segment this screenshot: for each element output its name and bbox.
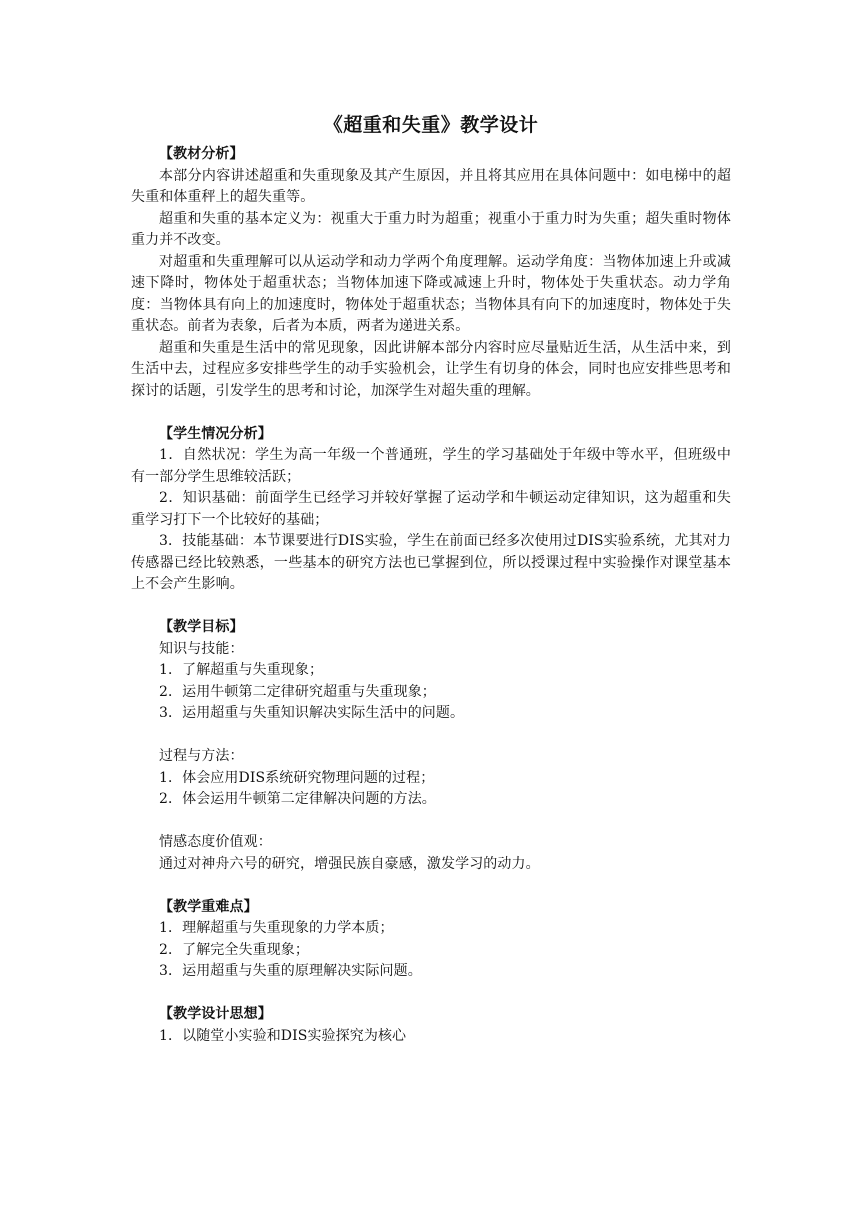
spacer — [131, 402, 731, 424]
goals-process-label: 过程与方法： — [159, 748, 244, 764]
students-paragraph: 2．知识基础：前面学生已经学习并较好掌握了运动学和牛顿运动定律知识，这为超重和失重学习打下一个比较好的基础； — [131, 490, 731, 528]
material-paragraph: 对超重和失重理解可以从运动学和动力学两个角度理解。运动学角度：当物体加速上升或减速下降时，物体处于超重状态；当物体加速下降或减速上升时，物体处于失重状态。动力学角度：当物体具有向上的加速度时，物体处于超重状态；当物体具有向下的加速度时，物体处于失重状态。前者为表象，后者为本质，两者为递进关系。 — [131, 253, 731, 334]
goals-knowledge-item: 1．了解超重与失重现象； — [159, 662, 324, 678]
key-point-item: 1．理解超重与失重现象的力学本质； — [159, 920, 394, 936]
key-point-item: 2．了解完全失重现象； — [159, 941, 310, 958]
goals-process-item: 1．体会应用DIS系统研究物理问题的过程； — [159, 769, 435, 786]
section-heading-goals: 【教学目标】 — [159, 619, 244, 635]
goals-emotion-label: 情感态度价值观： — [159, 834, 272, 850]
spacer — [131, 725, 731, 747]
students-paragraph: 1．自然状况：学生为高一年级一个普通班，学生的学习基础处于年级中等水平，但班级中有一部分学生思维较活跃； — [131, 447, 731, 485]
goals-knowledge-label: 知识与技能： — [159, 640, 244, 657]
spacer — [131, 596, 731, 618]
section-heading-design: 【教学设计思想】 — [159, 1006, 272, 1022]
document-title: 《超重和失重》教学设计 — [323, 114, 539, 136]
material-paragraph: 本部分内容讲述超重和失重现象及其产生原因，并且将其应用在具体问题中：如电梯中的超失重和体重秤上的超失重等。 — [131, 167, 731, 205]
section-heading-students: 【学生情况分析】 — [159, 425, 272, 442]
key-point-item: 3．运用超重与失重的原理解决实际问题。 — [159, 963, 422, 979]
section-heading-key-points: 【教学重难点】 — [159, 898, 258, 915]
material-paragraph: 超重和失重是生活中的常见现象，因此讲解本部分内容时应尽量贴近生活，从生活中来，到生活中去，过程应多安排些学生的动手实验机会，让学生有切身的体会，同时也应安排些思考和探讨的话题，引发学生的思考和讨论，加深学生对超失重的理解。 — [131, 339, 731, 399]
spacer — [131, 983, 731, 1005]
material-paragraph: 超重和失重的基本定义为：视重大于重力时为超重；视重小于重力时为失重；超失重时物体重力并不改变。 — [131, 210, 731, 248]
spacer — [131, 811, 731, 833]
document-body — [131, 112, 731, 1047]
students-paragraph: 3．技能基础：本节课要进行DIS实验，学生在前面已经多次使用过DIS实验系统，尤其对力传感器已经比较熟悉，一些基本的研究方法也已掌握到位，所以授课过程中实验操作对课堂基本上不会产生影响。 — [131, 533, 731, 592]
goals-emotion-text: 通过对神舟六号的研究，增强民族自豪感，激发学习的动力。 — [159, 855, 540, 872]
goals-knowledge-item: 3．运用超重与失重知识解决实际生活中的问题。 — [159, 705, 465, 721]
design-item: 1．以随堂小实验和DIS实验探究为核心 — [159, 1027, 407, 1044]
spacer — [131, 875, 731, 897]
goals-process-item: 2．体会运用牛顿第二定律解决问题的方法。 — [159, 791, 436, 807]
section-heading-material: 【教材分析】 — [159, 146, 244, 162]
goals-knowledge-item: 2．运用牛顿第二定律研究超重与失重现象； — [159, 683, 436, 700]
